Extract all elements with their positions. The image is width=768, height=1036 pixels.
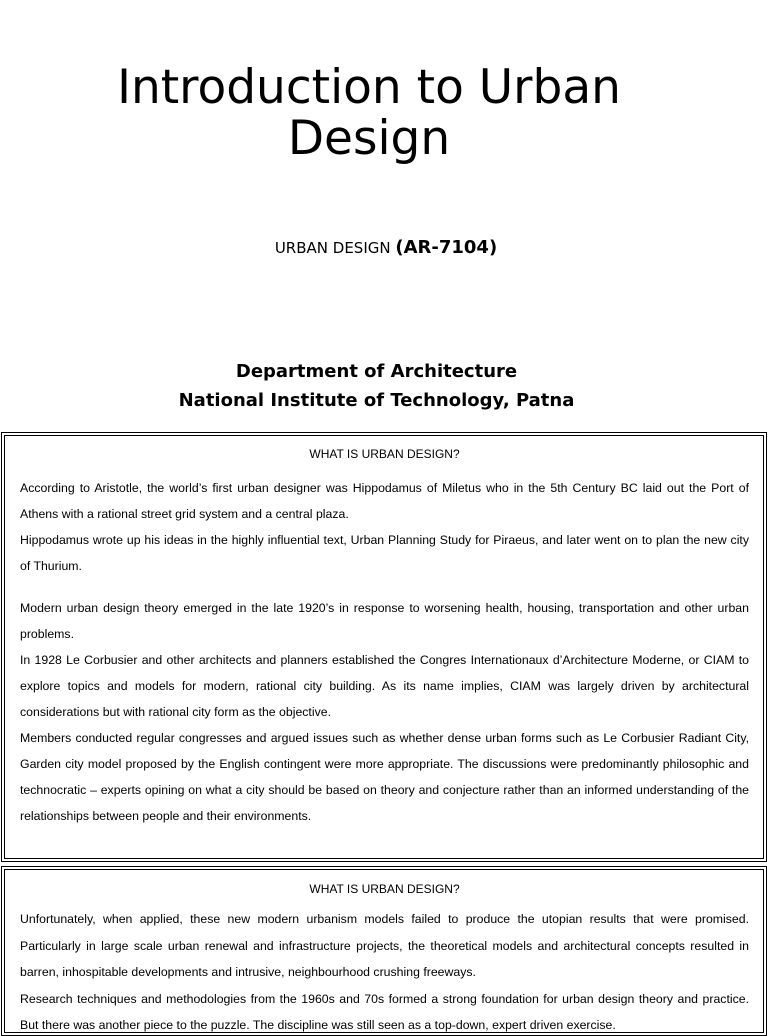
title-line-2: Design: [287, 111, 451, 166]
box2-paragraph-2: Research techniques and methodologies from the 1960s and 70s formed a strong foundation for urban design theory and practice. But there was another piece to the puzzle. The discipline was still seen as a top-down, expert driven exercise.: [20, 991, 749, 1032]
slide-box-1: [1, 432, 767, 862]
slide-box-2-inner: [4, 869, 764, 1033]
course-name: URBAN DESIGN: [274, 239, 396, 257]
document-title: [0, 62, 738, 164]
box1-paragraph-2: Hippodamus wrote up his ideas in the highly influential text, Urban Planning Study for Piraeus, and later went on to plan the new city of Thurium.: [20, 533, 749, 573]
box1-paragraph-1: According to Aristotle, the world’s first urban designer was Hippodamus of Miletus who in the 5th Century BC laid out the Port of Athens with a rational street grid system and a central plaza.: [20, 481, 749, 521]
box1-heading: WHAT IS URBAN DESIGN?: [309, 447, 460, 461]
institute-name: National Institute of Technology, Patna: [178, 390, 575, 411]
department-name: Department of Architecture: [235, 361, 518, 382]
box1-paragraph-3: Modern urban design theory emerged in the late 1920’s in response to worsening health, housing, transportation and other urban problems.: [20, 601, 749, 641]
slide-box-1-inner: [4, 435, 764, 859]
title-line-1: Introduction to Urban: [117, 60, 621, 115]
box1-paragraph-4: In 1928 Le Corbusier and other architects and planners established the Congres Internationaux d’Architecture Moderne, or CIAM to explore topics and models for modern, rational city building. As its name implies, CIAM was largely driven by architectural considerations but with rational city form as the objective.: [20, 653, 749, 719]
slide-box-2: [1, 866, 767, 1036]
box2-paragraph-1: Unfortunately, when applied, these new modern urbanism models failed to produce the utopian results that were promised. Particularly in large scale urban renewal and infrastructure projects, the theoretical models and architectural concepts resulted in barren, inhospitable developments and intrusive, neighbourhood crushing freeways.: [20, 912, 749, 979]
box1-paragraph-5: Members conducted regular congresses and argued issues such as whether dense urban forms such as Le Corbusier Radiant City, Garden city model proposed by the English contingent were more appropriate. The discussions were predominantly philosophic and technocratic – experts opining on what a city should be based on theory and conjecture rather than an informed understanding of the relationships between people and their environments.: [20, 731, 749, 823]
box2-heading: WHAT IS URBAN DESIGN?: [309, 882, 460, 896]
course-label: [0, 237, 768, 258]
paragraph-gap: [20, 579, 749, 595]
course-code: (AR-7104): [395, 237, 498, 258]
